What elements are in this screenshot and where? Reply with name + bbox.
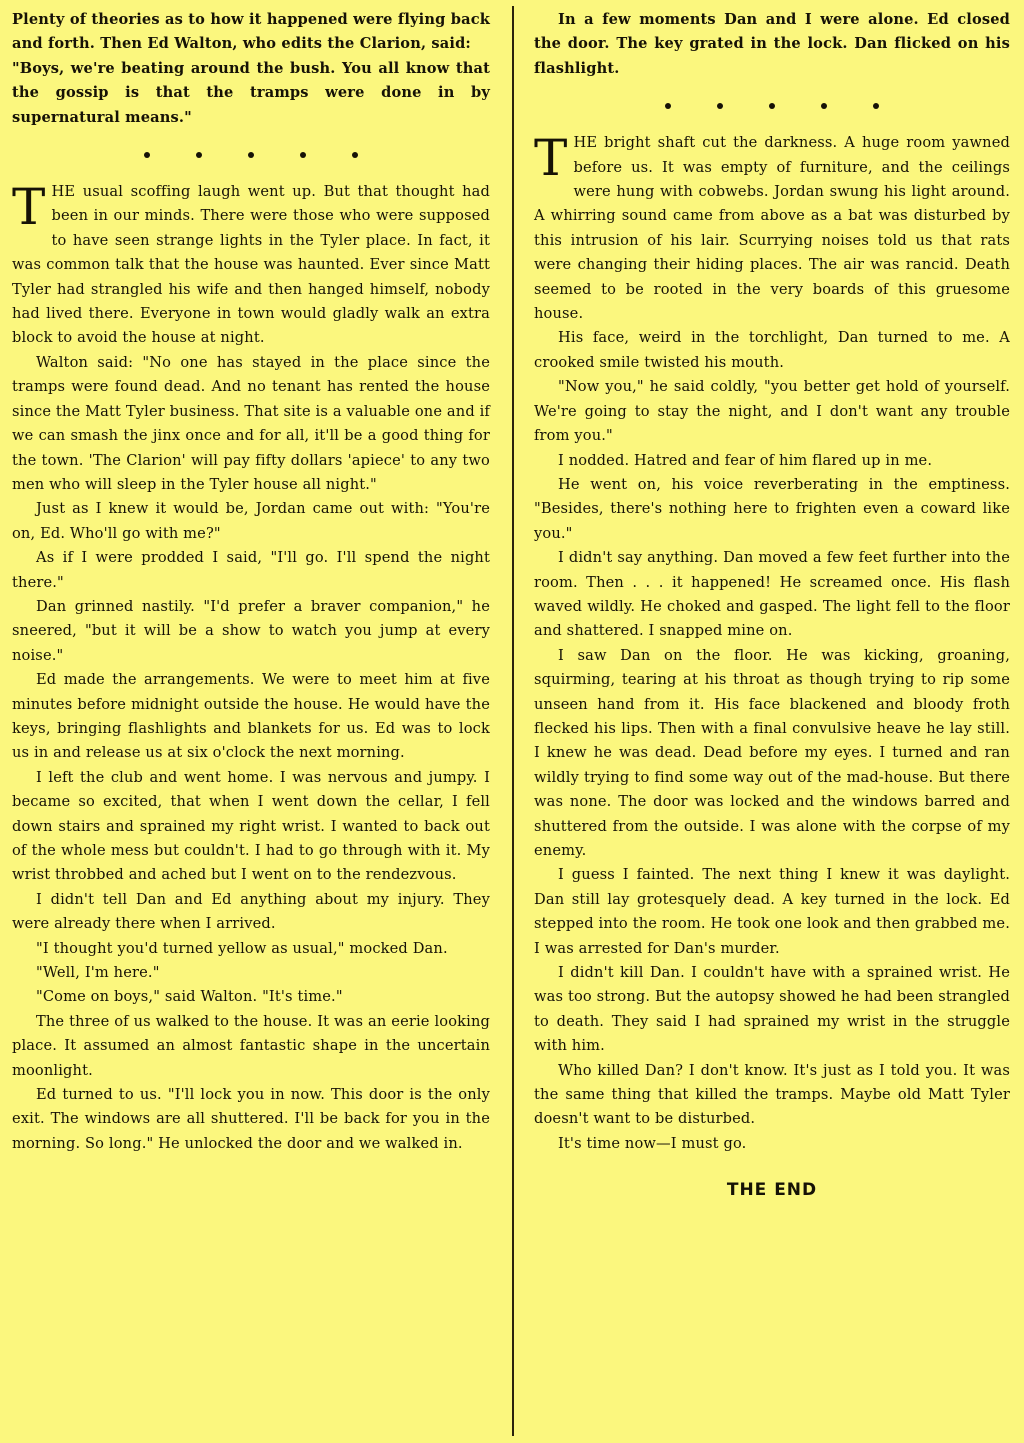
bullet-dot [769, 103, 775, 109]
paragraph: I guess I fainted. The next thing I knew it was daylight. Dan still lay grotesquely dead. A key turned in the lock. Ed stepped into the room. He took one look and then grabbed me. I was arrested for Dan's murder. [534, 866, 1010, 957]
paragraph-text: HE bright shaft cut the darkness. A huge room yawned before us. It was empty of furniture, and the ceilings were hung with cobwebs. Jordan swung his light around. A whirring sound came from above as a bat was disturbed by this intrusion of his lair. Scurrying noises told us that rats were changing their hiding places. The air was rancid. Death seemed to be rooted in the very boards of this gruesome house. [534, 134, 1010, 323]
paragraph: His face, weird in the torchlight, Dan turned to me. A crooked smile twisted his mouth. [534, 329, 1010, 371]
bullet-dot [352, 152, 358, 158]
bullet-dot [665, 103, 671, 109]
paragraph: "I thought you'd turned yellow as usual," mocked Dan. [36, 939, 448, 957]
column-divider [512, 6, 514, 1436]
paragraph: Ed turned to us. "I'll lock you in now. This door is the only exit. The windows are all shuttered. I'll be back for you in the morning. So long." He unlocked the door and we walked in. [12, 1086, 490, 1152]
paragraph: "Well, I'm here." [36, 964, 160, 982]
right-column [534, 8, 1010, 1203]
paragraph: Who killed Dan? I don't know. It's just as I told you. It was the same thing that killed the tramps. Maybe old Matt Tyler doesn't want to be disturbed. [534, 1061, 1010, 1128]
paragraph: I nodded. Hatred and fear of him flared up in me. [558, 451, 933, 469]
paragraph: I saw Dan on the floor. He was kicking, groaning, squirming, tearing at his throat as though trying to rip some unseen hand from it. His face blackened and bloody froth flecked his lips. Then with a final convulsive heave he lay still. I knew he was dead. Dead before my eyes. I turned and ran wildly trying to find some way out of the mad-house. But there was none. The door was locked and the windows barred and shuttered from the outside. I was alone with the corpse of my enemy. [534, 646, 1010, 859]
left-column [12, 8, 490, 1156]
paragraph: It's time now—I must go. [558, 1134, 747, 1152]
paragraph: In a few moments Dan and I were alone. Ed closed the door. The key grated in the lock. Dan flicked on his flashlight. [534, 11, 1010, 77]
paragraph: Ed made the arrangements. We were to meet him at five minutes before midnight outside the house. He would have the keys, bringing flashlights and blankets for us. Ed was to lock us in and release us at six o'clock the next morning. [12, 671, 490, 762]
paragraph: "Now you," he said coldly, "you better get hold of yourself. We're going to stay the night, and I don't want any trouble from you." [534, 378, 1010, 445]
section-break [534, 89, 1010, 123]
bullet-dot [248, 152, 254, 158]
paragraph: The three of us walked to the house. It was an eerie looking place. It assumed an almost fantastic shape in the uncertain moonlight. [12, 1012, 490, 1079]
the-end-heading: THE END [726, 1180, 818, 1201]
paragraph-text: HE usual scoffing laugh went up. But that thought had been in our minds. There were those who were supposed to have seen strange lights in the Tyler place. In fact, it was common talk that the house was haunted. Ever since Matt Tyler had strangled his wife and then hanged himself, nobody had lived there. Everyone in town would gladly walk an extra block to avoid the house at night. [12, 183, 490, 347]
bullet-dot [144, 152, 150, 158]
paragraph: Plenty of theories as to how it happened were flying back and forth. Then Ed Walton, who edits the Clarion, said: [12, 11, 490, 53]
paragraph: I didn't tell Dan and Ed anything about my injury. They were already there when I arrived. [12, 890, 490, 933]
paragraph: "Boys, we're beating around the bush. You all know that the gossip is that the tramps were done in by supernatural means." [12, 59, 490, 126]
paragraph: He went on, his voice reverberating in the emptiness. "Besides, there's nothing here to frighten even a coward like you." [534, 475, 1010, 542]
bullet-dot [873, 103, 879, 109]
paragraph: As if I were prodded I said, "I'll go. I'll spend the night there." [12, 549, 490, 591]
bullet-dot [196, 152, 202, 158]
paragraph: Dan grinned nastily. "I'd prefer a braver companion," he sneered, "but it will be a show to watch you jump at every noise." [12, 597, 490, 664]
bullet-dot [821, 103, 827, 109]
paragraph: "Come on boys," said Walton. "It's time." [36, 988, 343, 1006]
bullet-dot [717, 103, 723, 109]
paragraph: I didn't kill Dan. I couldn't have with a sprained wrist. He was too strong. But the autopsy showed he had been strangled to death. They said I had sprained my wrist in the struggle with him. [534, 964, 1010, 1055]
paragraph: I left the club and went home. I was nervous and jumpy. I became so excited, that when I went down the cellar, I fell down stairs and sprained my right wrist. I wanted to back out of the whole mess but couldn't. I had to go through with it. My wrist throbbed and ached but I went on to the rendezvous. [12, 768, 490, 884]
paragraph: Just as I knew it would be, Jordan came out with: "You're on, Ed. Who'll go with me?" [12, 500, 490, 542]
paragraph [534, 131, 1010, 326]
drop-cap: T [534, 129, 568, 188]
drop-cap: T [12, 178, 46, 237]
bullet-dot [300, 152, 306, 158]
paragraph: Walton said: "No one has stayed in the place since the tramps were found dead. And no tenant has rented the house since the Matt Tyler business. That site is a valuable one and if we can smash the jinx once and for all, it'll be a good thing for the town. 'The Clarion' will pay fifty dollars 'apiece' to any two men who will sleep in the Tyler house all night." [12, 353, 490, 493]
paragraph [12, 180, 490, 351]
paragraph: I didn't say anything. Dan moved a few feet further into the room. Then . . . it happened! He screamed once. His flash waved wildly. He choked and gasped. The light fell to the floor and shattered. I snapped mine on. [534, 549, 1010, 640]
section-break [12, 138, 490, 172]
